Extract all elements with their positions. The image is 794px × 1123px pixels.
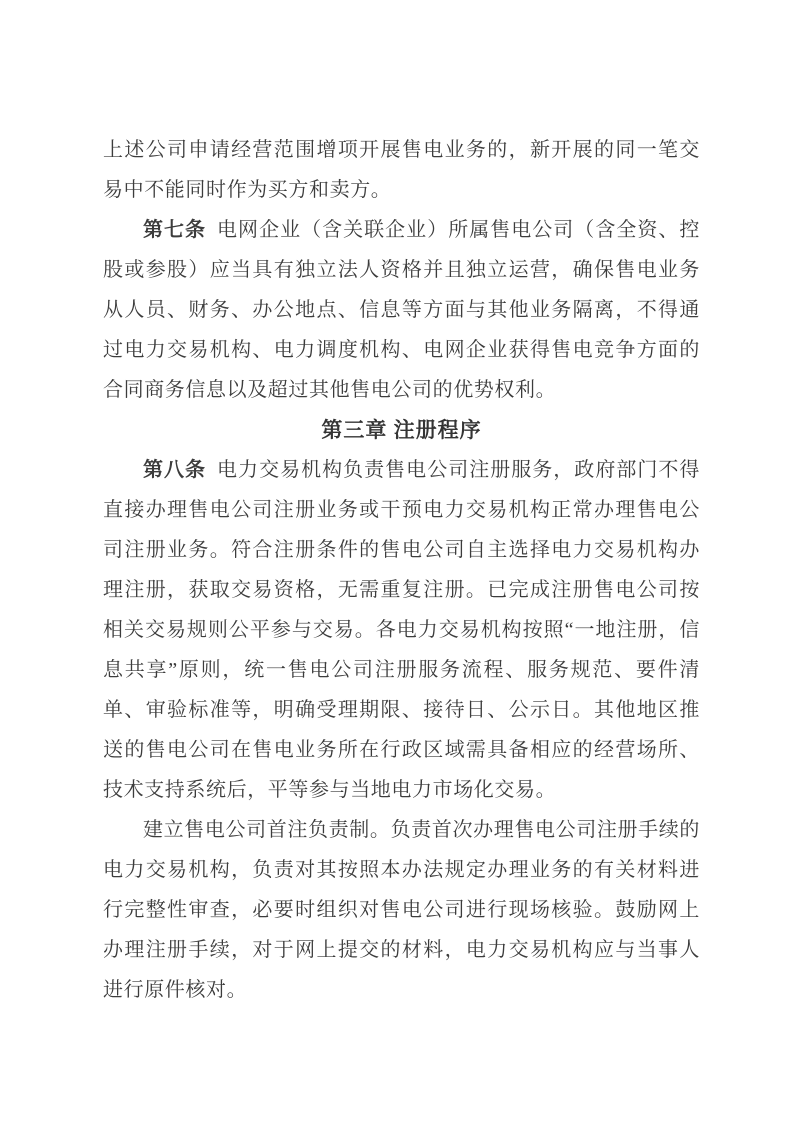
chapter-3-heading: 第三章 注册程序 — [321, 418, 482, 442]
document-body — [103, 130, 700, 1010]
paragraph-article-7 — [103, 210, 700, 410]
article-7-text: 电网企业（含关联企业）所属售电公司（含全资、控股或参股）应当具有独立法人资格并且独立运营，确保售电业务从人员、财务、办公地点、信息等方面与其他业务隔离，不得通过电力交易机构、电力调度机构、电网企业获得售电竞争方面的合同商务信息以及超过其他售电公司的优势权利。 — [103, 219, 700, 401]
paragraph-first-registration-responsibility: 建立售电公司首注负责制。负责首次办理售电公司注册手续的电力交易机构，负责对其按照本办法规定办理业务的有关材料进行完整性审查，必要时组织对售电公司进行现场核验。鼓励网上办理注册手续，对于网上提交的材料，电力交易机构应与当事人进行原件核对。 — [103, 819, 700, 1001]
article-7-number: 第七条 — [143, 219, 207, 241]
article-8-number: 第八条 — [143, 459, 207, 481]
paragraph-article-8 — [103, 450, 700, 810]
paragraph-carryover: 上述公司申请经营范围增项开展售电业务的，新开展的同一笔交易中不能同时作为买方和卖方。 — [103, 139, 700, 201]
article-8-text: 电力交易机构负责售电公司注册服务，政府部门不得直接办理售电公司注册业务或干预电力交易机构正常办理售电公司注册业务。符合注册条件的售电公司自主选择电力交易机构办理注册，获取交易资格，无需重复注册。已完成注册售电公司按相关交易规则公平参与交易。各电力交易机构按照“一地注册，信息共享”原则，统一售电公司注册服务流程、服务规范、要件清单、审验标准等，明确受理期限、接待日、公示日。其他地区推送的售电公司在售电业务所在行政区域需具备相应的经营场所、技术支持系统后，平等参与当地电力市场化交易。 — [103, 459, 700, 801]
